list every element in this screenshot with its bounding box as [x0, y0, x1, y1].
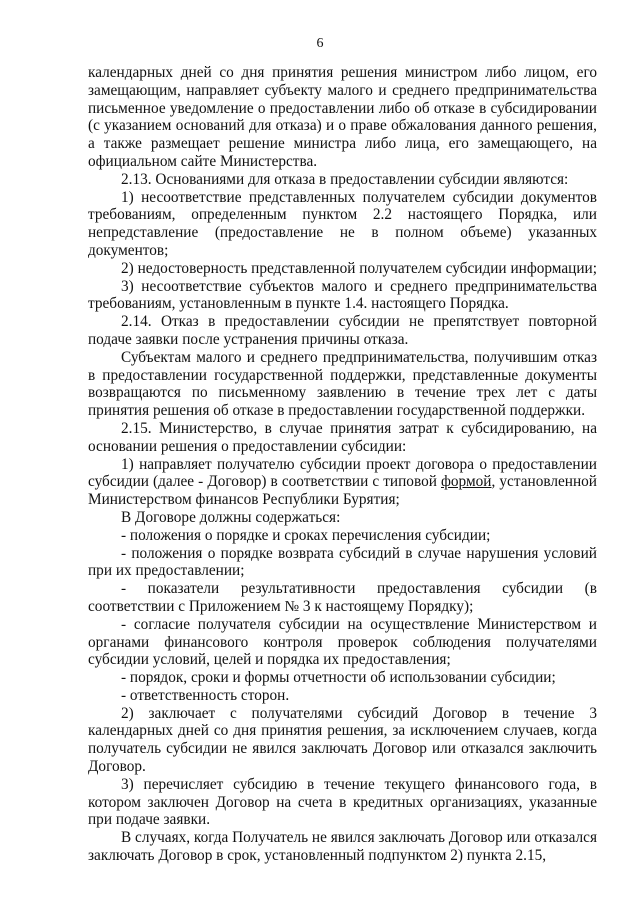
paragraph-documents-return: Субъектам малого и среднего предпринимательства, получившим отказ в предоставлении государственной поддержки, представленные документы возвращаются по письменному заявлению в течение трех лет с даты принятия решения об отказе в предоставлении государственной поддержки. — [88, 348, 597, 420]
list-item-audit-consent: - согласие получателя субсидии на осуществление Министерством и органами финансового контроля проверок соблюдения получателями субсидии условий, целей и порядка их предоставления; — [88, 615, 597, 669]
list-item-performance-indicators: - показатели результативности предоставления субсидии (в соответствии с Приложением № 3 к настоящему Порядку); — [88, 580, 597, 615]
paragraph-refusal-reason-1: 1) несоответствие представленных получателем субсидии документов требованиям, определенным пунктом 2.2 настоящего Порядка, или непредставление (предоставление не в полном объеме) указанных документов; — [88, 188, 597, 259]
list-item-payment-terms: - положения о порядке и сроках перечисления субсидии; — [121, 526, 491, 544]
paragraph-contract-contents-heading: В Договоре должны содержаться: — [121, 508, 341, 526]
paragraph-text-before-link: 1) направляет получателю субсидии проект договора о предоставлении субсидии (далее - Договор) в соответствии с типовой — [88, 455, 597, 491]
page-number: 6 — [316, 36, 324, 51]
paragraph-2-15-heading: 2.15. Министерство, в случае принятия затрат к субсидированию, на основании решения о предоставлении субсидии: — [88, 419, 597, 455]
document-body — [88, 64, 597, 865]
list-item-liability: - ответственность сторон. — [121, 686, 290, 704]
list-item-reporting: - порядок, сроки и формы отчетности об использовании субсидии; — [121, 669, 556, 687]
paragraph-refusal-reason-2: 2) недостоверность представленной получателем субсидии информации; — [121, 259, 597, 277]
paragraph-failure-to-sign: В случаях, когда Получатель не явился заключать Договор или отказался заключать Договор в срок, установленный подпунктом 2) пункта 2.15, — [88, 829, 597, 865]
paragraph-2-15-item-2: 2) заключает с получателями субсидий Договор в течение 3 календарных дней со дня принятия решения, за исключением случаев, когда получатель субсидии не явился заключать Договор или отказался заключить Договор. — [88, 704, 597, 776]
paragraph-refusal-reason-3: 3) несоответствие субъектов малого и среднего предпринимательства требованиям, установленным в пункте 1.4. настоящего Порядка. — [88, 277, 597, 313]
paragraph-2-15-item-1 — [88, 456, 597, 509]
list-item-return-terms: - положения о порядке возврата субсидий в случае нарушения условий при их предоставлении; — [88, 544, 597, 580]
paragraph-text-after-link: , установленной Министерством финансов Республики Бурятия; — [88, 473, 597, 509]
paragraph-notification-continued: календарных дней со дня принятия решения министром либо лицом, его замещающим, направляет субъекту малого и среднего предпринимательства письменное уведомление о предоставлении либо об отказе в субсидировании (с указанием оснований для отказа) и о праве обжалования данного решения, а также размещает решение министра либо лица, его замещающего, на официальном сайте Министерства. — [88, 64, 597, 170]
form-link[interactable]: формой — [441, 473, 492, 491]
paragraph-2-14: 2.14. Отказ в предоставлении субсидии не препятствует повторной подаче заявки после устранения причины отказа. — [88, 313, 597, 348]
paragraph-2-13-heading: 2.13. Основаниями для отказа в предоставлении субсидии являются: — [121, 170, 569, 188]
paragraph-2-15-item-3: 3) перечисляет субсидию в течение текущего финансового года, в котором заключен Договор на счета в кредитных организациях, указанные при подаче заявки. — [88, 775, 597, 829]
